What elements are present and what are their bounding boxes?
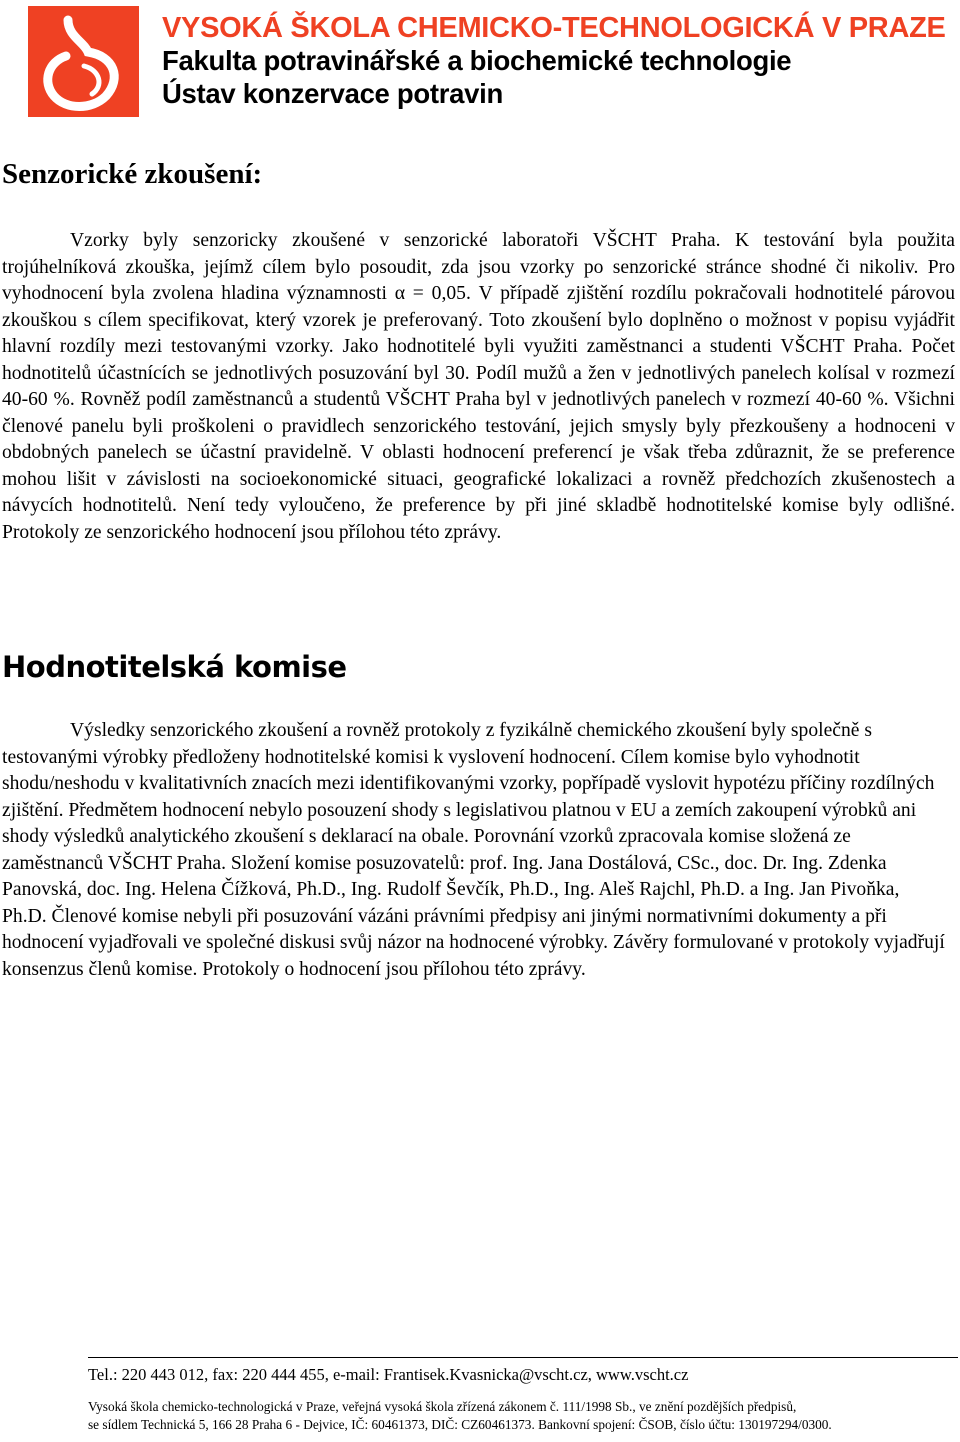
institution-name: VYSOKÁ ŠKOLA CHEMICKO-TECHNOLOGICKÁ V PRAZE — [162, 12, 946, 44]
institution-names — [162, 12, 946, 110]
page-footer — [88, 1357, 958, 1434]
footer-contact: Tel.: 220 443 012, fax: 220 444 455, e-mail: Frantisek.Kvasnicka@vscht.cz, www.vscht.cz — [88, 1365, 689, 1384]
footer-legal-line: se sídlem Technická 5, 166 28 Praha 6 - Dejvice, IČ: 60461373, DIČ: CZ60461373. Bankovní spojení: ČSOB, číslo účtu: 130197294/0300. — [88, 1417, 832, 1432]
faculty-name: Fakulta potravinářské a biochemické technologie — [162, 45, 792, 76]
footer-legal-line: Vysoká škola chemicko-technologická v Praze, veřejná vysoká škola zřízená zákonem č. 111/1998 Sb., ve znění pozdějších předpisů, — [88, 1399, 797, 1414]
committee-heading: Hodnotitelská komise — [2, 650, 347, 684]
footer-divider — [88, 1357, 958, 1358]
letterhead — [28, 6, 948, 118]
committee-paragraph: Výsledky senzorického zkoušení a rovněž protokoly z fyzikálně chemického zkoušení byly společně s testovanými výrobky předloženy hodnotitelské komisi k vyslovení hodnocení. Cílem komise bylo vyhodnotit shodu/neshodu v kvalitativních znacích mezi identifikovanými vzorky, popřípadě vyslovit hypotézu příčiny rozdílných zjištění. Předmětem hodnocení nebylo posouzení shody s legislativou platnou v EU a zemích zakoupení výrobků ani shody výsledků analytického zkoušení s deklarací na obale. Porovnání vzorků zpracovala komise složená ze zaměstnanců VŠCHT Praha. Složení komise posuzovatelů: prof. Ing. Jana Dostálová, CSc., doc. Dr. Ing. Zdenka Panovská, doc. Ing. Helena Čížková, Ph.D., Ing. Rudolf Ševčík, Ph.D., Ing. Aleš Rajchl, Ph.D. a Ing. Jan Pivoňka, Ph.D. Členové komise nebyli při posuzování vázáni právními předpisy ani jinými normativními dokumenty a při hodnocení vyjadřovali ve společné diskusi svůj názor na hodnocené výrobky. Závěry formulované v protokoly vyjadřují konsenzus členů komise. Protokoly o hodnocení jsou přílohou této zprávy. — [2, 720, 945, 980]
sensory-testing-paragraph: Vzorky byly senzoricky zkoušené v senzorické laboratoři VŠCHT Praha. K testování byla použita trojúhelníková zkouška, jejímž cílem bylo posoudit, zda jsou vzorky po senzorické stránce shodné či nikoliv. Pro vyhodnocení byla zvolena hladina významnosti α = 0,05. V případě zjištění rozdílu pokračovali hodnotitelé párovou zkouškou s cílem specifikovat, který vzorek je preferovaný. Toto zkoušení bylo doplněno o možnost v popisu vyjádřit hlavní rozdíly mezi testovanými vzorky. Jako hodnotitelé byli využiti zaměstnanci a studenti VŠCHT Praha. Počet hodnotitelů účastnících se jednotlivých posuzování byl 30. Podíl mužů a žen v jednotlivých panelech kolísal v rozmezí 40-60 %. Rovněž podíl zaměstnanců a studentů VŠCHT Praha byl v jednotlivých panelech v rozmezí 40-60 %. Všichni členové panelu byli proškoleni o pravidlech senzorického testování, jejich smysly byly přezkoušeny a hodnoceni v obdobných panelech se účastní pravidelně. V oblasti hodnocení preferencí je však třeba zdůraznit, že se preference mohou lišit v závislosti na socioekonomické situaci, geografické lokalizaci a rovněž předchozích zkušenostech a návycích hodnotitelů. Není tedy vyloučeno, že preference by při jiné skladbě hodnotitelské komise byly odlišné. Protokoly ze senzorického hodnocení jsou přílohou této zprávy. — [2, 230, 955, 543]
footer-legal — [88, 1398, 958, 1434]
vscht-drop-logo-icon — [28, 6, 139, 117]
department-name: Ústav konzervace potravin — [162, 78, 503, 109]
sensory-testing-heading: Senzorické zkoušení: — [2, 158, 263, 190]
